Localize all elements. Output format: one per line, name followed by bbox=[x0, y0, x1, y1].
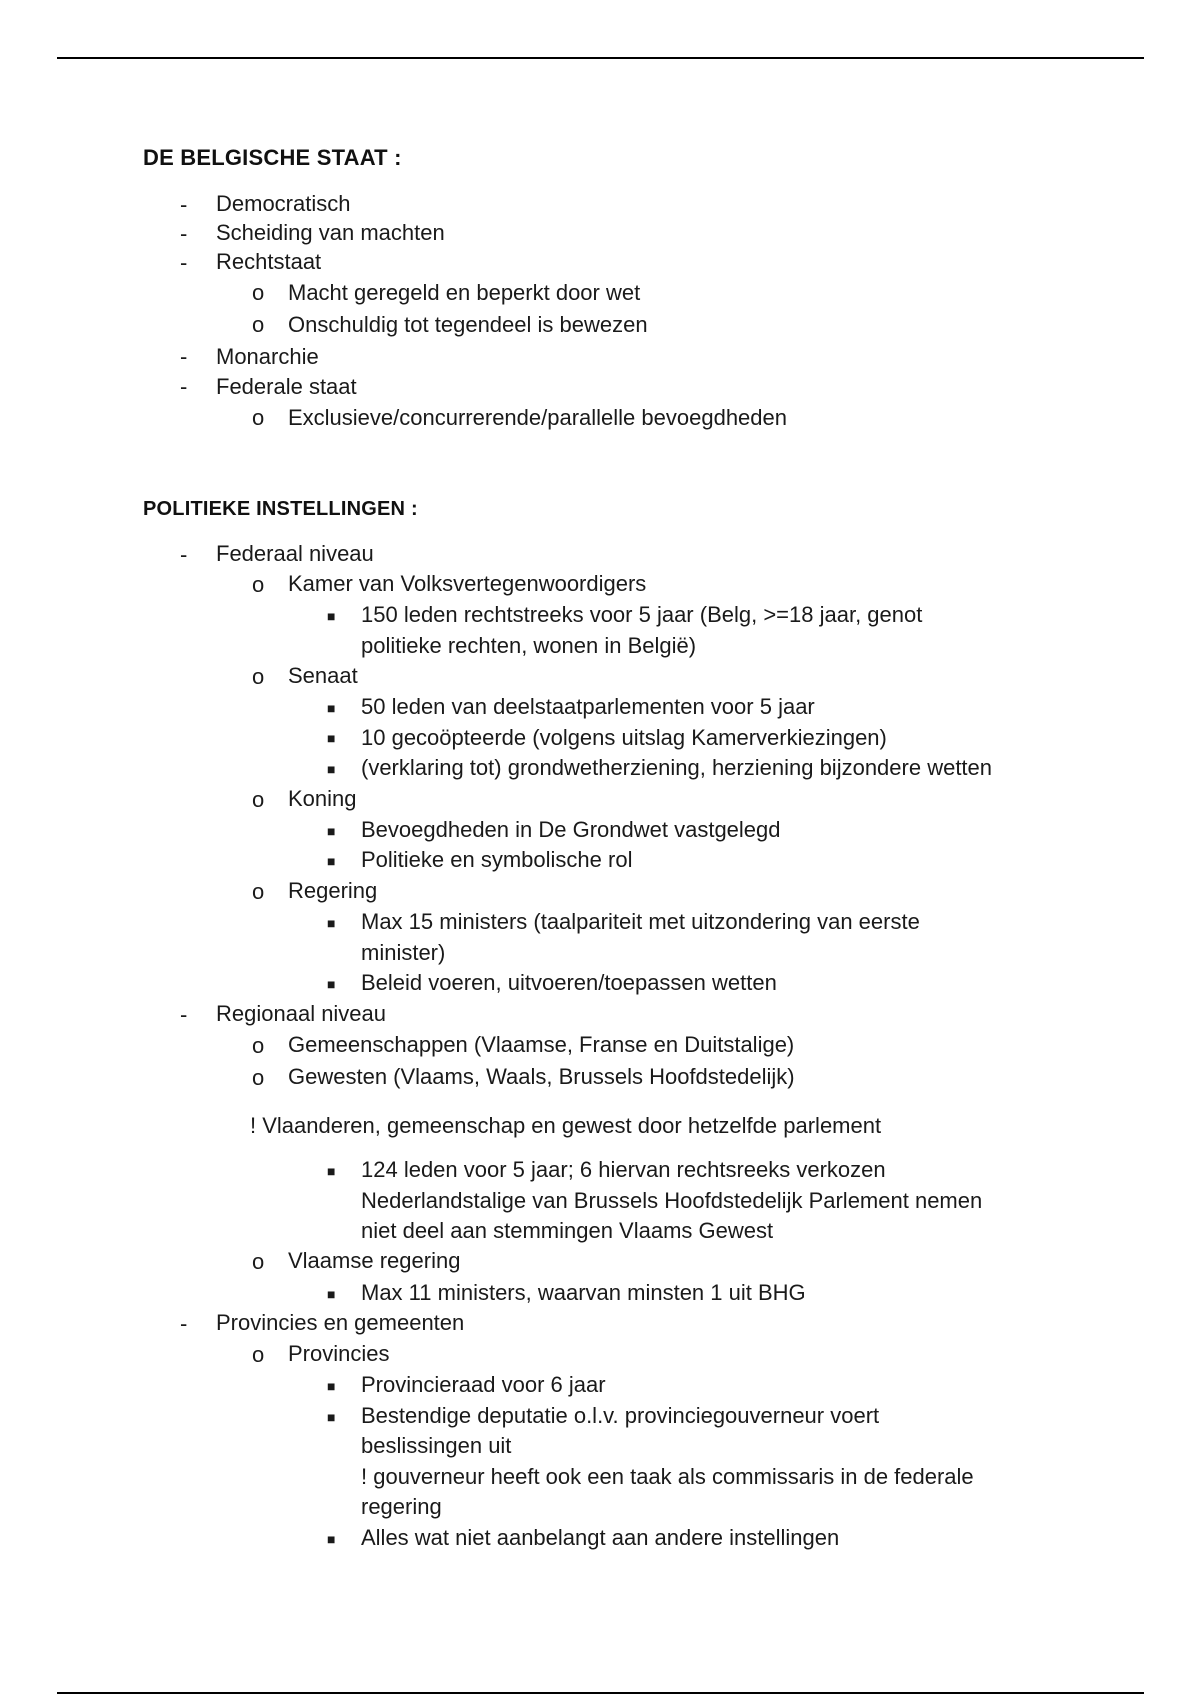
list-item: Politieke en symbolische rol bbox=[361, 847, 633, 872]
bottom-rule bbox=[57, 1692, 1144, 1694]
list-item: Provincies bbox=[288, 1341, 390, 1366]
list-item: (verklaring tot) grondwetherziening, herziening bijzondere wetten bbox=[361, 755, 993, 780]
list-item: Bestendige deputatie o.l.v. provinciegouverneur voert bbox=[361, 1403, 880, 1428]
list-item: Bevoegdheden in De Grondwet vastgelegd bbox=[361, 817, 781, 842]
square-bullet: ■ bbox=[327, 608, 336, 624]
circle-bullet: o bbox=[252, 1249, 265, 1274]
list-item: Gemeenschappen (Vlaamse, Franse en Duitstalige) bbox=[288, 1032, 795, 1057]
square-bullet: ■ bbox=[327, 1378, 336, 1394]
square-bullet: ■ bbox=[327, 1163, 336, 1179]
square-bullet: ■ bbox=[327, 823, 336, 839]
list-item: Democratisch bbox=[216, 191, 351, 216]
square-bullet: ■ bbox=[327, 1409, 336, 1425]
circle-bullet: o bbox=[252, 280, 265, 305]
list-item: 150 leden rechtstreeks voor 5 jaar (Belg, >=18 jaar, genot bbox=[361, 602, 923, 627]
dash-bullet: - bbox=[180, 250, 188, 275]
list-item: Koning bbox=[288, 786, 357, 811]
square-bullet: ■ bbox=[327, 853, 336, 869]
dash-bullet: - bbox=[180, 192, 188, 217]
list-item: Provincieraad voor 6 jaar bbox=[361, 1372, 606, 1397]
list-item: Max 11 ministers, waarvan minsten 1 uit BHG bbox=[361, 1280, 806, 1305]
list-item: Onschuldig tot tegendeel is bewezen bbox=[288, 312, 648, 337]
list-item-continuation: regering bbox=[361, 1494, 442, 1519]
list-item-continuation: minister) bbox=[361, 940, 446, 965]
list-item: 10 gecoöpteerde (volgens uitslag Kamerverkiezingen) bbox=[361, 725, 887, 750]
circle-bullet: o bbox=[252, 405, 265, 430]
square-bullet: ■ bbox=[327, 700, 336, 716]
list-item: Regionaal niveau bbox=[216, 1001, 387, 1026]
dash-bullet: - bbox=[180, 542, 188, 567]
circle-bullet: o bbox=[252, 787, 265, 812]
list-item: Federale staat bbox=[216, 374, 357, 399]
list-item-continuation: ! gouverneur heeft ook een taak als commissaris in de federale bbox=[361, 1464, 974, 1489]
square-bullet: ■ bbox=[327, 1531, 336, 1547]
dash-bullet: - bbox=[180, 1311, 188, 1336]
square-bullet: ■ bbox=[327, 1286, 336, 1302]
list-item-continuation: niet deel aan stemmingen Vlaams Gewest bbox=[361, 1218, 774, 1243]
dash-bullet: - bbox=[180, 374, 188, 399]
circle-bullet: o bbox=[252, 1065, 265, 1090]
circle-bullet: o bbox=[252, 1342, 265, 1367]
list-item: Beleid voeren, uitvoeren/toepassen wetten bbox=[361, 970, 777, 995]
circle-bullet: o bbox=[252, 664, 265, 689]
list-item: Max 15 ministers (taalpariteit met uitzondering van eerste bbox=[361, 909, 920, 934]
list-item: Exclusieve/concurrerende/parallelle bevoegdheden bbox=[288, 405, 787, 430]
list-item: 50 leden van deelstaatparlementen voor 5 jaar bbox=[361, 694, 815, 719]
list-item: Scheiding van machten bbox=[216, 220, 445, 245]
circle-bullet: o bbox=[252, 879, 265, 904]
list-item: Regering bbox=[288, 878, 378, 903]
list-item-continuation: beslissingen uit bbox=[361, 1433, 512, 1458]
list-item-continuation: Nederlandstalige van Brussels Hoofdstedelijk Parlement nemen bbox=[361, 1188, 983, 1213]
list-item: Rechtstaat bbox=[216, 249, 322, 274]
square-bullet: ■ bbox=[327, 915, 336, 931]
heading-belgische-staat: DE BELGISCHE STAAT : bbox=[143, 145, 402, 170]
list-item-continuation: politieke rechten, wonen in België) bbox=[361, 633, 697, 658]
list-item: Alles wat niet aanbelangt aan andere instellingen bbox=[361, 1525, 840, 1550]
circle-bullet: o bbox=[252, 572, 265, 597]
square-bullet: ■ bbox=[327, 976, 336, 992]
top-rule bbox=[57, 57, 1144, 59]
note: ! Vlaanderen, gemeenschap en gewest door hetzelfde parlement bbox=[250, 1113, 882, 1138]
list-item: Senaat bbox=[288, 663, 358, 688]
list-item: 124 leden voor 5 jaar; 6 hiervan rechtsreeks verkozen bbox=[361, 1157, 886, 1182]
square-bullet: ■ bbox=[327, 730, 336, 746]
list-item: Kamer van Volksvertegenwoordigers bbox=[288, 571, 647, 596]
square-bullet: ■ bbox=[327, 761, 336, 777]
circle-bullet: o bbox=[252, 312, 265, 337]
dash-bullet: - bbox=[180, 221, 188, 246]
list-item: Vlaamse regering bbox=[288, 1248, 461, 1273]
list-item: Gewesten (Vlaams, Waals, Brussels Hoofdstedelijk) bbox=[288, 1064, 795, 1089]
dash-bullet: - bbox=[180, 1002, 188, 1027]
list-item: Provincies en gemeenten bbox=[216, 1310, 465, 1335]
list-item: Macht geregeld en beperkt door wet bbox=[288, 280, 641, 305]
dash-bullet: - bbox=[180, 344, 188, 369]
heading-politieke-instellingen: POLITIEKE INSTELLINGEN : bbox=[143, 498, 418, 520]
list-item: Monarchie bbox=[216, 344, 319, 369]
list-item: Federaal niveau bbox=[216, 541, 374, 566]
circle-bullet: o bbox=[252, 1033, 265, 1058]
